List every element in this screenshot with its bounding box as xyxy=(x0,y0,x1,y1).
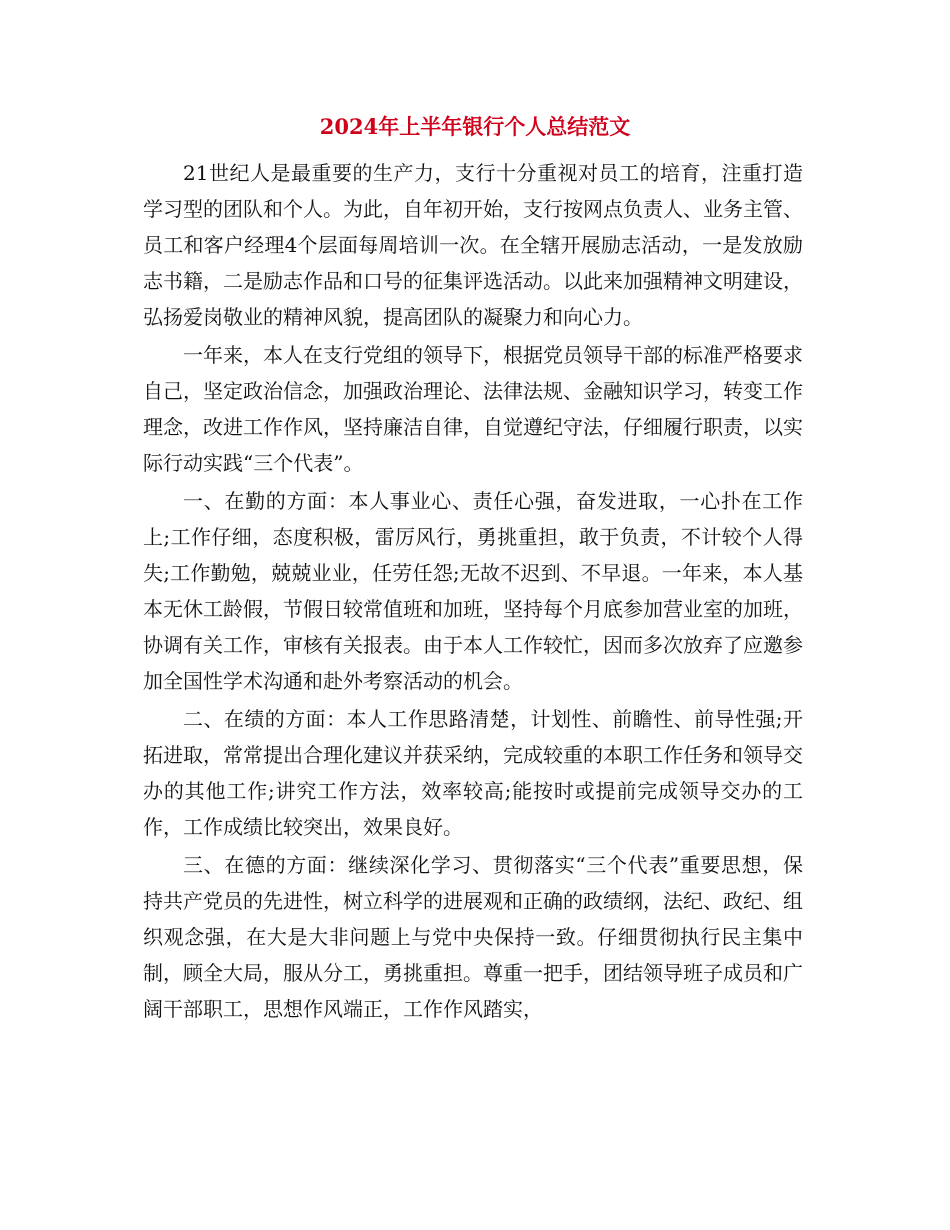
paragraph-morality: 三、在德的方面：继续深化学习、贯彻落实“三个代表”重要思想，保持共产党员的先进性，树立科学的进展观和正确的政绩纲，法纪、政纪、组织观念强，在大是大非问题上与党中央保持一致。仔细贯彻执行民主集中制，顾全大局，服从分工，勇挑重担。尊重一把手，团结领导班子成员和广阔干部职工，思想作风端正，工作作风踏实， xyxy=(143,853,803,1021)
document-title: 2024年上半年银行个人总结范文 xyxy=(319,114,631,139)
paragraph-diligence: 一、在勤的方面：本人事业心、责任心强，奋发进取，一心扑在工作上;工作仔细，态度积极，雷厉风行，勇挑重担，敢于负责，不计较个人得失;工作勤勉，兢兢业业，任劳任怨;无故不迟到、不早退。一年来，本人基本无休工龄假，节假日较常值班和加班，坚持每个月底参加营业室的加班，协调有关工作，审核有关报表。由于本人工作较忙，因而多次放弃了应邀参加全国性学术沟通和赴外考察活动的机会。 xyxy=(143,489,803,693)
paragraph-performance: 二、在绩的方面：本人工作思路清楚，计划性、前瞻性、前导性强;开拓进取，常常提出合理化建议并获采纳，完成较重的本职工作任务和领导交办的其他工作;讲究工作方法，效率较高;能按时或提前完成领导交办的工作，工作成绩比较突出，效果良好。 xyxy=(143,707,803,839)
paragraph-overview: 一年来，本人在支行党组的领导下，根据党员领导干部的标准严格要求自己，坚定政治信念，加强政治理论、法律法规、金融知识学习，转变工作理念，改进工作作风，坚持廉洁自律，自觉遵纪守法，仔细履行职责，以实际行动实践“三个代表”。 xyxy=(143,343,803,475)
paragraph-intro: 21世纪人是最重要的生产力，支行十分重视对员工的培育，注重打造学习型的团队和个人。为此，自年初开始，支行按网点负责人、业务主管、员工和客户经理4个层面每周培训一次。在全辖开展励志活动，一是发放励志书籍，二是励志作品和口号的征集评选活动。以此来加强精神文明建设，弘扬爱岗敬业的精神风貌，提高团队的凝聚力和向心力。 xyxy=(143,161,803,329)
document-body xyxy=(143,155,803,1029)
